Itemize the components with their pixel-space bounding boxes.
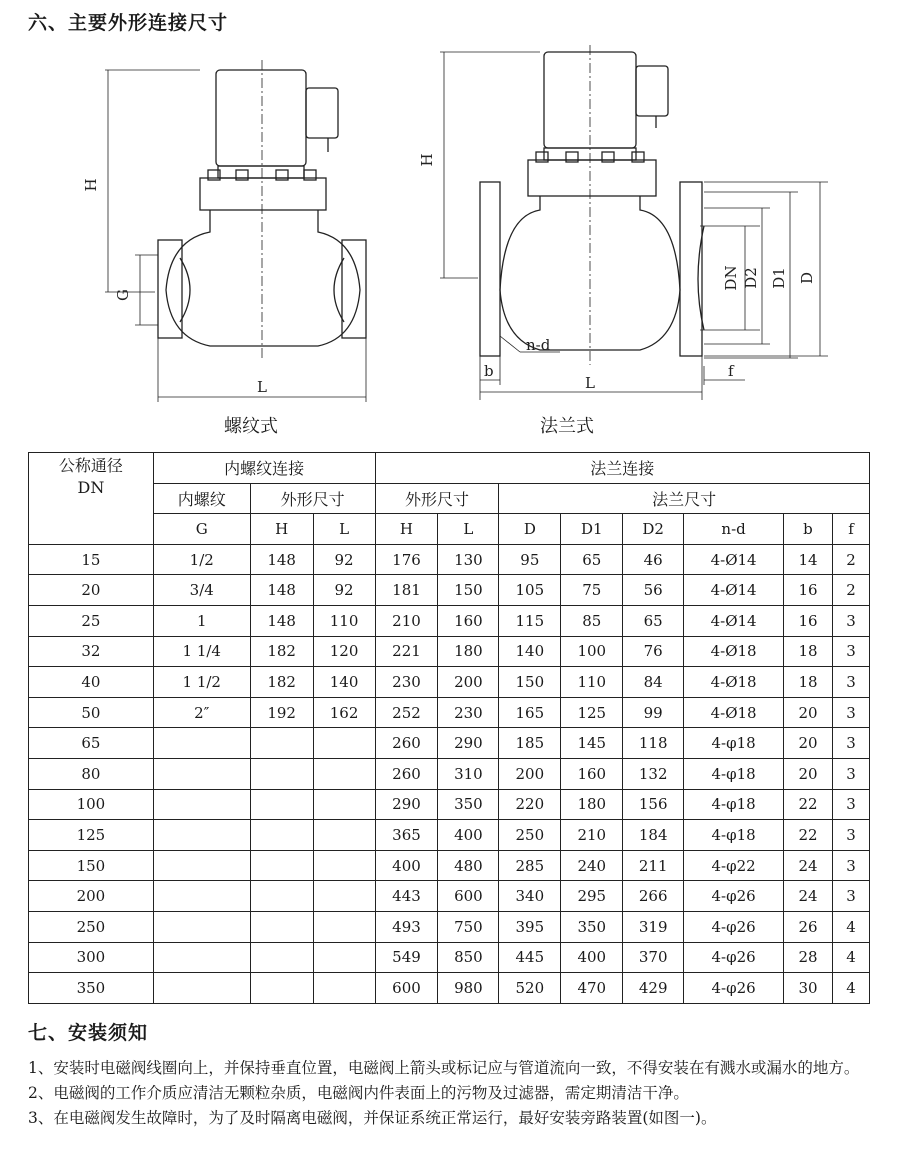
table-cell: 1 1/4 — [153, 636, 250, 667]
section-title-installation: 七、安装须知 — [28, 1022, 149, 1044]
table-cell: 176 — [375, 544, 438, 575]
header-flange-dims: 法兰尺寸 — [499, 483, 870, 514]
table-cell: 319 — [623, 911, 684, 942]
table-cell: 400 — [375, 850, 438, 881]
table-cell: 160 — [438, 605, 499, 636]
column-header: D1 — [561, 514, 623, 545]
table-cell: 100 — [561, 636, 623, 667]
table-cell: 16 — [784, 575, 833, 606]
table-cell: 350 — [438, 789, 499, 820]
table-cell: 310 — [438, 758, 499, 789]
column-header: L — [313, 514, 375, 545]
table-cell: 148 — [250, 544, 313, 575]
header-dn — [29, 453, 154, 545]
note-item: 1、安装时电磁阀线圈向上，并保持垂直位置，电磁阀上箭头或标记应与管道流向一致，不得安装在有溅水或漏水的地方。 — [28, 1059, 860, 1077]
header-dn-line1: 公称通径 — [58, 456, 123, 475]
table-cell: 4-Ø14 — [684, 575, 784, 606]
table-cell — [250, 789, 313, 820]
table-cell: 600 — [438, 881, 499, 912]
table-cell: 250 — [499, 820, 561, 851]
table-cell: 370 — [623, 942, 684, 973]
table-cell: 2″ — [153, 697, 250, 728]
table-cell: 4-φ26 — [684, 942, 784, 973]
header-flange-group: 法兰连接 — [375, 453, 869, 484]
valve-drawings — [0, 40, 900, 450]
table-cell: 3 — [832, 728, 869, 759]
table-cell: 99 — [623, 697, 684, 728]
table-cell: 20 — [29, 575, 154, 606]
table-cell: 20 — [784, 758, 833, 789]
table-cell: 145 — [561, 728, 623, 759]
table-cell — [313, 789, 375, 820]
table-cell — [313, 758, 375, 789]
table-cell: 3 — [832, 605, 869, 636]
table-cell — [250, 942, 313, 973]
table-cell: 110 — [313, 605, 375, 636]
table-row — [29, 636, 870, 667]
table-cell: 295 — [561, 881, 623, 912]
table-cell: 493 — [375, 911, 438, 942]
column-header: H — [250, 514, 313, 545]
table-cell: 3/4 — [153, 575, 250, 606]
dim-label-b: b — [484, 362, 494, 380]
table-cell — [250, 911, 313, 942]
table-cell: 181 — [375, 575, 438, 606]
table-cell: 25 — [29, 605, 154, 636]
table-cell: 3 — [832, 758, 869, 789]
note-item: 3、在电磁阀发生故障时，为了及时隔离电磁阀，并保证系统正常运行，最好安装旁路装置(如图一)。 — [28, 1109, 717, 1127]
table-cell: 4-φ18 — [684, 758, 784, 789]
table-cell: 75 — [561, 575, 623, 606]
table-row — [29, 850, 870, 881]
table-cell — [153, 820, 250, 851]
column-header: D2 — [623, 514, 684, 545]
table-cell: 240 — [561, 850, 623, 881]
table-cell — [313, 973, 375, 1004]
dim-label-f: f — [728, 362, 734, 380]
dim-label-dn: DN — [722, 265, 740, 291]
table-row — [29, 544, 870, 575]
table-cell: 285 — [499, 850, 561, 881]
table-cell: 4-Ø14 — [684, 605, 784, 636]
table-cell: 1/2 — [153, 544, 250, 575]
table-cell: 125 — [561, 697, 623, 728]
table-cell: 22 — [784, 820, 833, 851]
caption-threaded: 螺纹式 — [224, 416, 278, 437]
table-cell: 4-φ26 — [684, 881, 784, 912]
table-cell: 2 — [832, 575, 869, 606]
table-cell: 46 — [623, 544, 684, 575]
dim-label-flange-h: H — [418, 153, 436, 167]
dimension-table — [28, 452, 870, 1004]
note-item: 2、电磁阀的工作介质应清洁无颗粒杂质，电磁阀内件表面上的污物及过滤器，需定期清洁干净。 — [28, 1084, 689, 1102]
table-cell: 3 — [832, 789, 869, 820]
table-cell: 1 — [153, 605, 250, 636]
column-header: D — [499, 514, 561, 545]
table-cell — [313, 942, 375, 973]
column-header: H — [375, 514, 438, 545]
header-flange-outline: 外形尺寸 — [375, 483, 499, 514]
table-cell: 20 — [784, 728, 833, 759]
table-cell: 4-φ26 — [684, 973, 784, 1004]
table-cell — [153, 728, 250, 759]
table-cell: 150 — [29, 850, 154, 881]
table-cell: 250 — [29, 911, 154, 942]
table-cell: 290 — [375, 789, 438, 820]
table-cell: 50 — [29, 697, 154, 728]
table-cell — [153, 758, 250, 789]
table-cell: 3 — [832, 697, 869, 728]
table-cell — [250, 820, 313, 851]
table-cell: 30 — [784, 973, 833, 1004]
table-cell: 184 — [623, 820, 684, 851]
table-cell — [313, 728, 375, 759]
table-cell: 365 — [375, 820, 438, 851]
table-cell: 22 — [784, 789, 833, 820]
table-cell: 340 — [499, 881, 561, 912]
column-header: b — [784, 514, 833, 545]
table-cell: 76 — [623, 636, 684, 667]
table-cell: 445 — [499, 942, 561, 973]
table-cell: 65 — [623, 605, 684, 636]
table-row — [29, 820, 870, 851]
table-cell: 165 — [499, 697, 561, 728]
table-cell: 130 — [438, 544, 499, 575]
table-cell: 850 — [438, 942, 499, 973]
table-cell: 192 — [250, 697, 313, 728]
column-header: f — [832, 514, 869, 545]
table-cell: 92 — [313, 575, 375, 606]
table-cell: 182 — [250, 636, 313, 667]
table-cell: 4-φ18 — [684, 820, 784, 851]
dim-label-flange-l: L — [585, 374, 595, 392]
table-cell: 429 — [623, 973, 684, 1004]
table-cell — [250, 881, 313, 912]
table-cell: 4 — [832, 973, 869, 1004]
table-cell: 210 — [561, 820, 623, 851]
table-cell: 32 — [29, 636, 154, 667]
table-cell: 221 — [375, 636, 438, 667]
table-row — [29, 973, 870, 1004]
table-cell: 200 — [29, 881, 154, 912]
table-cell: 65 — [561, 544, 623, 575]
table-cell: 260 — [375, 728, 438, 759]
table-cell: 4 — [832, 942, 869, 973]
dim-label-d: D — [798, 271, 816, 285]
table-cell: 105 — [499, 575, 561, 606]
column-header: G — [153, 514, 250, 545]
table-cell — [153, 789, 250, 820]
table-cell: 200 — [438, 667, 499, 698]
table-cell: 56 — [623, 575, 684, 606]
dim-label-d2: D2 — [742, 267, 760, 289]
table-cell: 160 — [561, 758, 623, 789]
table-cell: 26 — [784, 911, 833, 942]
table-cell: 140 — [499, 636, 561, 667]
table-cell — [153, 850, 250, 881]
table-cell: 92 — [313, 544, 375, 575]
table-cell: 85 — [561, 605, 623, 636]
table-cell: 24 — [784, 850, 833, 881]
table-cell: 520 — [499, 973, 561, 1004]
table-cell: 3 — [832, 850, 869, 881]
table-cell: 115 — [499, 605, 561, 636]
header-thread-group: 内螺纹连接 — [153, 453, 375, 484]
table-cell: 150 — [438, 575, 499, 606]
section-title-dimensions: 六、主要外形连接尺寸 — [28, 12, 229, 34]
table-cell: 260 — [375, 758, 438, 789]
table-cell — [250, 758, 313, 789]
table-row — [29, 881, 870, 912]
table-cell: 4 — [832, 911, 869, 942]
table-cell: 266 — [623, 881, 684, 912]
table-cell: 156 — [623, 789, 684, 820]
table-cell — [153, 942, 250, 973]
table-cell — [153, 881, 250, 912]
table-cell: 132 — [623, 758, 684, 789]
table-cell: 120 — [313, 636, 375, 667]
dim-label-nd: n-d — [526, 336, 551, 354]
table-cell: 2 — [832, 544, 869, 575]
table-cell — [313, 820, 375, 851]
table-row — [29, 789, 870, 820]
table-cell: 230 — [375, 667, 438, 698]
dim-label-g: G — [114, 289, 132, 301]
table-cell: 400 — [438, 820, 499, 851]
header-thread-outline: 外形尺寸 — [250, 483, 375, 514]
table-cell: 3 — [832, 881, 869, 912]
table-cell: 211 — [623, 850, 684, 881]
table-cell: 4-Ø18 — [684, 697, 784, 728]
table-cell: 148 — [250, 605, 313, 636]
table-cell: 395 — [499, 911, 561, 942]
table-cell: 148 — [250, 575, 313, 606]
table-cell — [250, 973, 313, 1004]
table-cell: 118 — [623, 728, 684, 759]
table-cell: 125 — [29, 820, 154, 851]
table-cell: 600 — [375, 973, 438, 1004]
table-row — [29, 605, 870, 636]
table-row — [29, 728, 870, 759]
caption-flanged: 法兰式 — [540, 416, 594, 437]
table-cell: 65 — [29, 728, 154, 759]
table-cell: 180 — [561, 789, 623, 820]
table-cell — [153, 911, 250, 942]
table-cell: 980 — [438, 973, 499, 1004]
table-cell: 210 — [375, 605, 438, 636]
table-cell: 4-φ26 — [684, 911, 784, 942]
table-cell: 400 — [561, 942, 623, 973]
table-row — [29, 575, 870, 606]
dim-label-d1: D1 — [770, 267, 788, 289]
table-cell — [250, 850, 313, 881]
table-cell — [153, 973, 250, 1004]
table-row — [29, 942, 870, 973]
flanged-valve-drawing — [440, 45, 828, 400]
table-cell: 230 — [438, 697, 499, 728]
table-row — [29, 911, 870, 942]
table-cell — [313, 911, 375, 942]
table-cell: 18 — [784, 636, 833, 667]
table-cell — [313, 850, 375, 881]
table-cell: 4-Ø18 — [684, 636, 784, 667]
table-cell: 16 — [784, 605, 833, 636]
table-cell: 40 — [29, 667, 154, 698]
table-cell: 110 — [561, 667, 623, 698]
table-row — [29, 758, 870, 789]
table-cell: 150 — [499, 667, 561, 698]
table-cell: 1 1/2 — [153, 667, 250, 698]
table-cell: 24 — [784, 881, 833, 912]
table-cell: 80 — [29, 758, 154, 789]
table-cell: 3 — [832, 636, 869, 667]
table-cell: 3 — [832, 820, 869, 851]
header-dn-line2: DN — [77, 478, 105, 497]
header-internal-thread: 内螺纹 — [153, 483, 250, 514]
table-cell: 3 — [832, 667, 869, 698]
table-cell: 4-Ø18 — [684, 667, 784, 698]
column-header: n-d — [684, 514, 784, 545]
table-cell: 182 — [250, 667, 313, 698]
dim-label-l: L — [257, 378, 267, 396]
table-cell: 4-Ø14 — [684, 544, 784, 575]
table-cell: 28 — [784, 942, 833, 973]
table-cell: 220 — [499, 789, 561, 820]
table-cell: 4-φ18 — [684, 728, 784, 759]
table-cell: 350 — [29, 973, 154, 1004]
table-cell: 470 — [561, 973, 623, 1004]
table-cell: 18 — [784, 667, 833, 698]
table-cell: 350 — [561, 911, 623, 942]
column-header: L — [438, 514, 499, 545]
table-cell: 15 — [29, 544, 154, 575]
table-cell: 180 — [438, 636, 499, 667]
table-cell: 200 — [499, 758, 561, 789]
table-cell: 290 — [438, 728, 499, 759]
table-cell: 4-φ18 — [684, 789, 784, 820]
table-cell — [250, 728, 313, 759]
table-cell: 162 — [313, 697, 375, 728]
table-cell: 300 — [29, 942, 154, 973]
table-cell: 100 — [29, 789, 154, 820]
table-cell: 252 — [375, 697, 438, 728]
table-cell: 480 — [438, 850, 499, 881]
table-cell: 750 — [438, 911, 499, 942]
table-cell: 549 — [375, 942, 438, 973]
table-cell: 140 — [313, 667, 375, 698]
table-row — [29, 697, 870, 728]
table-cell: 84 — [623, 667, 684, 698]
threaded-valve-drawing — [105, 60, 366, 402]
table-cell: 4-φ22 — [684, 850, 784, 881]
table-row — [29, 667, 870, 698]
table-cell: 14 — [784, 544, 833, 575]
installation-notes — [28, 1056, 890, 1131]
dim-label-h: H — [82, 178, 100, 192]
table-cell: 443 — [375, 881, 438, 912]
table-cell: 185 — [499, 728, 561, 759]
table-cell: 95 — [499, 544, 561, 575]
table-cell: 20 — [784, 697, 833, 728]
table-cell — [313, 881, 375, 912]
